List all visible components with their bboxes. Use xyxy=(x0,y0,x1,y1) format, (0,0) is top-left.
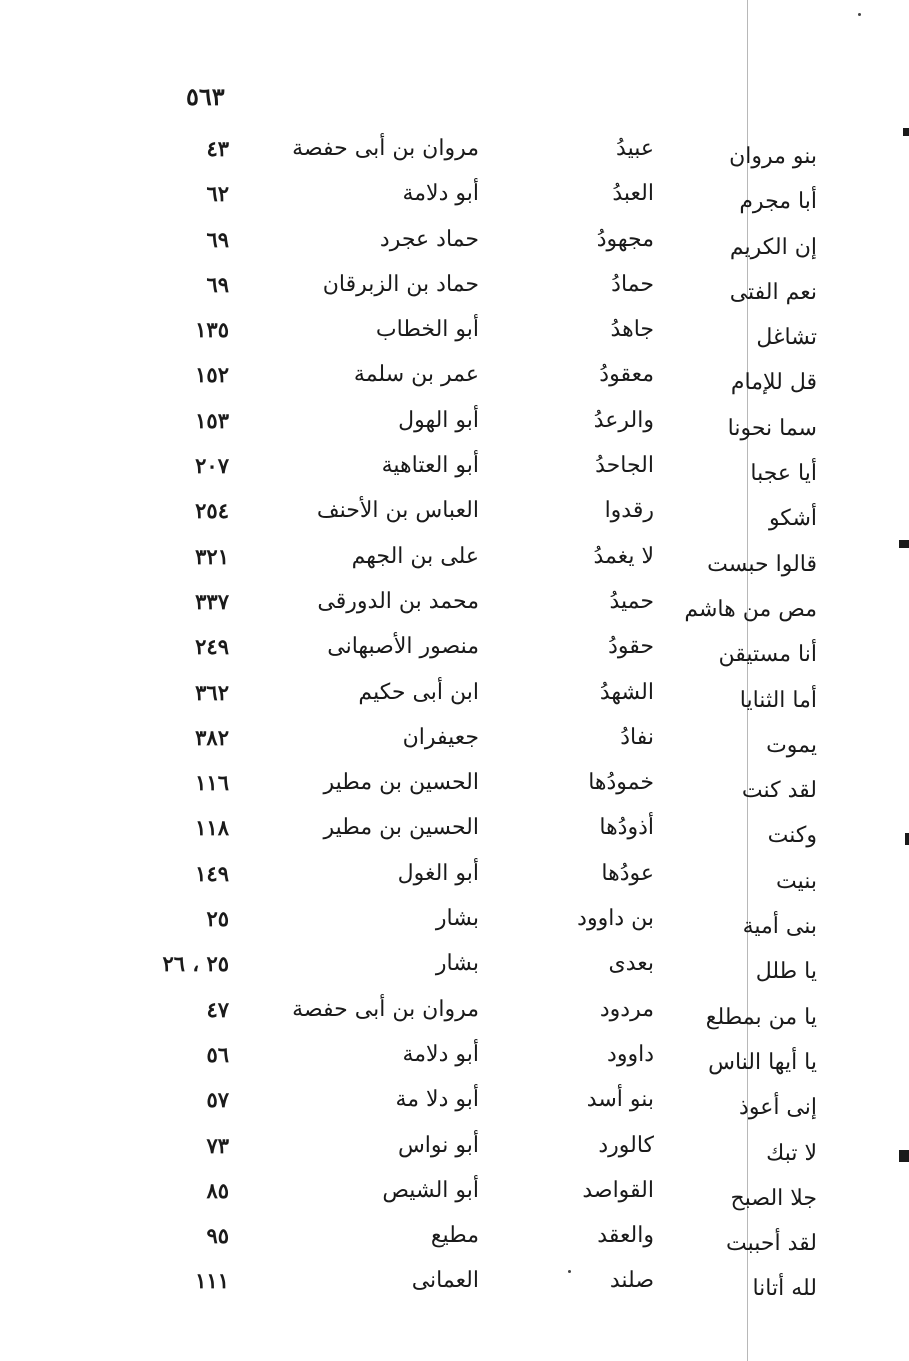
index-row xyxy=(0,991,909,1036)
poet-name: بشار xyxy=(435,951,479,977)
rhyme-word: الجاحدُ xyxy=(595,453,654,479)
page-ref: ٢٥ xyxy=(206,906,229,932)
page-ref: ٦٢ xyxy=(206,181,229,207)
index-row xyxy=(0,266,909,311)
index-row xyxy=(0,719,909,764)
poet-name: مطيع xyxy=(430,1223,479,1249)
page-ref: ٤٧ xyxy=(206,996,229,1022)
poet-name: أبو نواس xyxy=(397,1132,479,1158)
first-words: أنا مستيقن xyxy=(718,642,817,668)
page-ref: ١١٦ xyxy=(195,770,229,796)
page-ref: ١٣٥ xyxy=(195,317,229,343)
rhyme-word: مجهودُ xyxy=(596,226,654,252)
first-words: لله أتانا xyxy=(752,1276,817,1302)
rhyme-word: نفادُ xyxy=(620,724,654,750)
rhyme-word: كالورد xyxy=(598,1132,654,1158)
first-words: يموت xyxy=(766,732,817,758)
poet-name: محمد بن الدورقى xyxy=(317,588,479,614)
page-ref: ٣٨٢ xyxy=(195,724,229,750)
index-row xyxy=(0,221,909,266)
rhyme-word: أذودُها xyxy=(599,815,654,841)
page-ref: ٣٢١ xyxy=(195,543,229,569)
first-words: وكنت xyxy=(767,823,817,849)
first-words: سما نحونا xyxy=(727,415,817,441)
page-ref: ١٥٣ xyxy=(195,407,229,433)
poet-name: حماد بن الزبرقان xyxy=(322,271,479,297)
rhyme-word: بن داوود xyxy=(577,906,654,932)
index-row xyxy=(0,538,909,583)
first-words: جلا الصبح xyxy=(730,1185,817,1211)
poet-name: على بن الجهم xyxy=(351,543,479,569)
index-row xyxy=(0,764,909,809)
index-row xyxy=(0,674,909,719)
page-ref: ٣٦٢ xyxy=(195,679,229,705)
index-row xyxy=(0,1172,909,1217)
index-row xyxy=(0,945,909,990)
poet-name: حماد عجرد xyxy=(379,226,479,252)
page-ref: ٢٥ ، ٢٦ xyxy=(162,951,229,977)
index-row xyxy=(0,492,909,537)
poet-name: أبو العتاهية xyxy=(381,453,479,479)
index-row xyxy=(0,809,909,854)
poet-name: ابن أبى حكيم xyxy=(358,679,479,705)
poet-name: مروان بن أبى حفصة xyxy=(292,136,479,161)
page-ref: ٧٣ xyxy=(206,1132,229,1158)
first-words: يا طلل xyxy=(755,959,817,985)
first-words: أيا عجبا xyxy=(750,461,817,487)
verse-index-table xyxy=(0,130,909,1308)
page-ref: ٢٠٧ xyxy=(195,453,229,479)
page-ref: ٣٣٧ xyxy=(195,588,229,614)
rhyme-word: جاهدُ xyxy=(610,317,654,343)
index-row xyxy=(0,311,909,356)
rhyme-word: صلند xyxy=(609,1268,654,1294)
page-speck-1 xyxy=(858,13,861,16)
poet-name: أبو الشيص xyxy=(382,1177,479,1203)
index-row xyxy=(0,1036,909,1081)
rhyme-word: القواصد xyxy=(582,1177,654,1203)
poet-name: الحسين بن مطير xyxy=(323,770,479,796)
rhyme-word: والرعدُ xyxy=(593,407,654,433)
first-words: يا من بمطلع xyxy=(705,1004,817,1030)
poet-name: مروان بن أبى حفصة xyxy=(292,996,479,1022)
poet-name: منصور الأصبهانى xyxy=(327,634,479,660)
rhyme-word: والعقد xyxy=(597,1223,654,1249)
page-ref: ٤٣ xyxy=(206,136,229,161)
index-row xyxy=(0,1262,909,1307)
first-words: أبا مجرم xyxy=(739,189,817,215)
index-row xyxy=(0,356,909,401)
page-ref: ١٤٩ xyxy=(195,860,229,886)
poet-name: أبو الخطاب xyxy=(375,317,479,343)
page-ref: ٥٧ xyxy=(206,1087,229,1113)
page-ref: ١١١ xyxy=(195,1268,229,1294)
poet-name: بشار xyxy=(435,906,479,932)
first-words: تشاغل xyxy=(756,325,817,351)
page-ref: ٢٤٩ xyxy=(195,634,229,660)
poet-name: الحسين بن مطير xyxy=(323,815,479,841)
rhyme-word: حقودُ xyxy=(608,634,654,660)
index-row xyxy=(0,447,909,492)
rhyme-word: عبيدُ xyxy=(616,136,654,161)
poet-name: أبو الغول xyxy=(397,860,479,886)
index-row xyxy=(0,175,909,220)
page-ref: ٥٦ xyxy=(206,1041,229,1067)
rhyme-word: بنو أسد xyxy=(586,1087,654,1113)
rhyme-word: حمادُ xyxy=(611,271,654,297)
page-ref: ٦٩ xyxy=(206,271,229,297)
rhyme-word: العبدُ xyxy=(612,181,654,207)
index-row xyxy=(0,1217,909,1262)
first-words: بنى أمية xyxy=(742,914,817,940)
first-words: بنيت xyxy=(775,868,817,894)
page-ref: ٦٩ xyxy=(206,226,229,252)
rhyme-word: بعدى xyxy=(608,951,654,977)
index-row xyxy=(0,583,909,628)
poet-name: عمر بن سلمة xyxy=(353,362,479,388)
page-ref: ١٥٢ xyxy=(195,362,229,388)
index-row xyxy=(0,855,909,900)
rhyme-word: خمودُها xyxy=(588,770,654,796)
index-row xyxy=(0,1127,909,1172)
page-ref: ١١٨ xyxy=(195,815,229,841)
first-words: قل للإمام xyxy=(730,370,817,396)
index-row xyxy=(0,1081,909,1126)
rhyme-word: رقدوا xyxy=(604,498,654,524)
index-row xyxy=(0,628,909,673)
poet-name: العمانى xyxy=(411,1268,479,1294)
rhyme-word: مردود xyxy=(599,996,654,1022)
rhyme-word: لا يغمدُ xyxy=(593,543,654,569)
first-words: أشكو xyxy=(768,506,817,532)
page-number: ٥٦٣ xyxy=(186,82,225,111)
poet-name: أبو دلا مة xyxy=(395,1087,479,1113)
first-words: لا تبك xyxy=(766,1140,817,1166)
index-row xyxy=(0,900,909,945)
first-words: لقد أحببت xyxy=(726,1231,817,1257)
page-ref: ٨٥ xyxy=(206,1177,229,1203)
page-ref: ٢٥٤ xyxy=(195,498,229,524)
rhyme-word: الشهدُ xyxy=(599,679,654,705)
first-words: لقد كنت xyxy=(741,778,817,804)
index-row xyxy=(0,130,909,175)
first-words: نعم الفتى xyxy=(729,279,817,305)
first-words: مص من هاشم xyxy=(684,596,817,622)
first-words: يا أيها الناس xyxy=(708,1049,817,1075)
first-words: أما الثنايا xyxy=(739,687,817,713)
poet-name: أبو دلامة xyxy=(402,181,479,207)
poet-name: أبو دلامة xyxy=(402,1041,479,1067)
first-words: بنو مروان xyxy=(729,144,817,169)
rhyme-word: عودُها xyxy=(601,860,654,886)
index-row xyxy=(0,402,909,447)
page-ref: ٩٥ xyxy=(206,1223,229,1249)
first-words: إنى أعوذ xyxy=(739,1095,817,1121)
poet-name: جعيفران xyxy=(402,724,479,750)
rhyme-word: معقودُ xyxy=(599,362,654,388)
rhyme-word: داوود xyxy=(607,1041,654,1067)
poet-name: العباس بن الأحنف xyxy=(316,498,479,524)
rhyme-word: حميدُ xyxy=(609,588,654,614)
poet-name: أبو الهول xyxy=(398,407,479,433)
first-words: قالوا حبست xyxy=(707,551,817,577)
first-words: إن الكريم xyxy=(729,234,817,260)
